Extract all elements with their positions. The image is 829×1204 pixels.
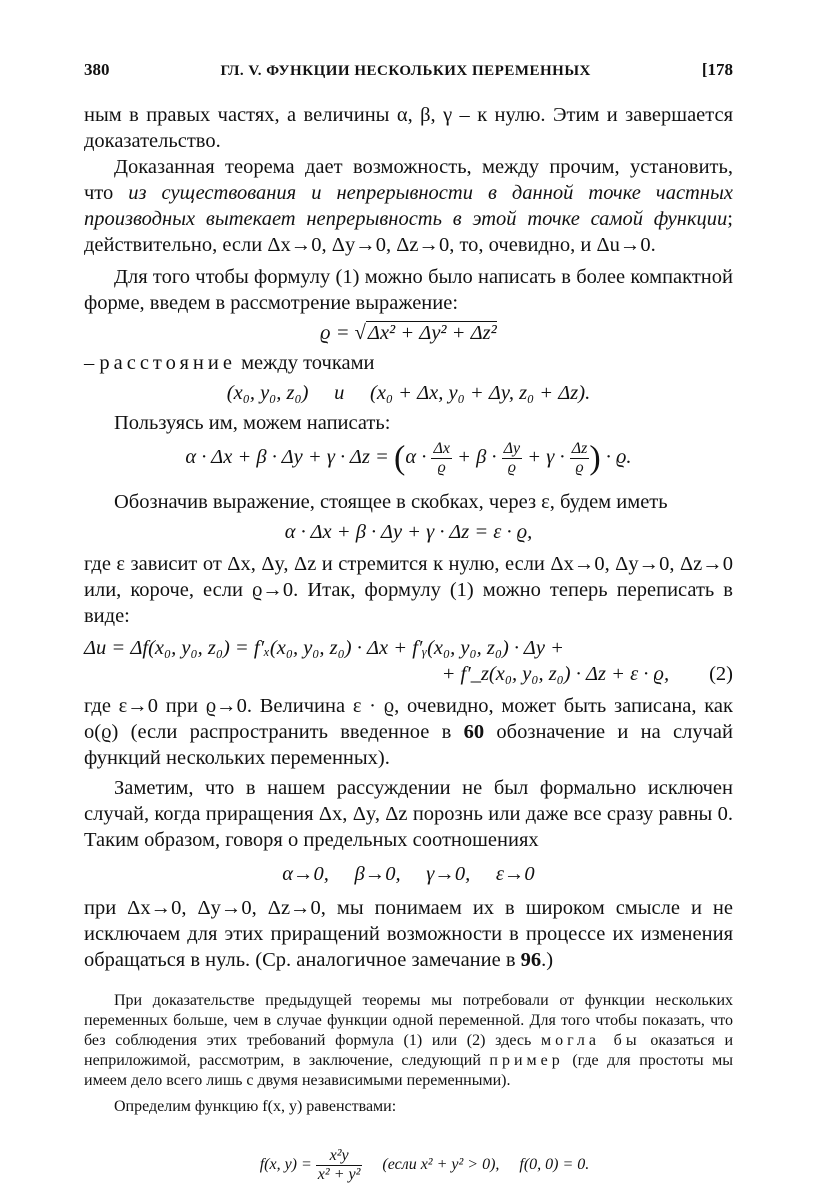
paragraph-7: где ε зависит от Δx, Δy, Δz и стремится к нулю, если Δx→0, Δy→0, Δz→0 или, короче, если ϱ→0. Итак, формулу (1) можно теперь переписать в виде: (84, 553, 733, 627)
formula-rho: ϱ = √Δx² + Δy² + Δz² (320, 322, 497, 344)
formula-rho-lhs: ϱ = (320, 322, 355, 344)
small-paragraph-2: Определим функцию f(x, y) равенствами: (114, 1098, 397, 1115)
paragraph-9: Заметим, что в нашем рассуждении не был формально исключен случай, когда приращения Δx, Δy, Δz порознь или даже все сразу равны 0. Таким образом, говоря о предельных соотношениях (84, 777, 733, 851)
paragraph-3: Для того чтобы формулу (1) можно было написать в более компактной форме, введем в рассмотрение выражение: (84, 266, 733, 314)
paragraph-4-rest: между точками (235, 352, 375, 374)
formula-2 (84, 635, 733, 687)
close-paren: ) (589, 439, 601, 477)
fraction-dx (431, 440, 452, 477)
formula-expand-gamma: + γ · (522, 446, 570, 469)
formula-expand-tail: · ϱ. (600, 446, 632, 469)
formula-expand-alpha: α · (405, 446, 432, 469)
paragraph-8-text-a: где ε→0 при ϱ→0. Величина ε · ϱ, очевидно, может быть записана, как o(ϱ) (если распространить введенное в (84, 695, 733, 743)
spaced-phrase-2: пример (489, 1052, 564, 1069)
formula-def-lhs: f(x, y) = (259, 1156, 316, 1174)
small-paragraph-1-text-a: При доказательстве предыдущей теоремы мы потребовали от функции нескольких переменных больше, чем в случае функции одной переменной. Для того чтобы показать, что без соблюдения этих требований формула (1) или (2) здесь (84, 992, 733, 1049)
formula-expand (84, 440, 733, 477)
formula-2-line-2 (84, 661, 733, 687)
paragraph-2-text-a: Доказанная теорема дает возможность, между прочим, установить, что (84, 156, 733, 204)
fraction-dy-den: ϱ (507, 459, 516, 476)
spaced-word: расстояние (99, 352, 236, 374)
fraction-dz (570, 440, 590, 477)
fraction-def (316, 1147, 363, 1184)
paragraph-5: Пользуясь им, можем написать: (114, 412, 391, 434)
fraction-dz-num: Δz (571, 440, 588, 457)
section-number: [178 (701, 60, 733, 79)
paragraph-10 (84, 895, 733, 973)
small-paragraph-1-text-b: оказаться и неприложимой, рассмотрим, в заключение, следующий (84, 1032, 734, 1069)
open-paren: ( (394, 439, 406, 477)
formula-2-line-1 (84, 635, 733, 661)
paragraph-10-text-b: .) (541, 949, 554, 971)
paragraph-8-text-b: обозначение и на случай функций нескольких переменных). (84, 721, 733, 769)
formula-limits: α→0, β→0, γ→0, ε→0 (282, 863, 535, 885)
equation-number: (2) (709, 663, 733, 685)
formula-rho-radicand: Δx² + Δy² + Δz² (367, 322, 497, 344)
paragraph-6: Обозначив выражение, стоящее в скобках, через ε, будем иметь (114, 491, 668, 513)
formula-def-condition: (если x² + y² > 0), f(0, 0) = 0. (362, 1156, 590, 1174)
small-paragraph-1 (84, 991, 733, 1091)
paragraph-2-italic: из существования и непрерывности в данной точке частных производных вытекает непрерывность в этой точке самой функции (84, 182, 733, 230)
fraction-dy-num: Δy (503, 440, 521, 457)
chapter-title: ГЛ. V. ФУНКЦИИ НЕСКОЛЬКИХ ПЕРЕМЕННЫХ (220, 63, 591, 79)
paragraph-1: ным в правых частях, а величины α, β, γ – к нулю. Этим и завершается доказательство. (84, 104, 733, 152)
fraction-dx-num: Δx (433, 440, 450, 457)
dash: – (84, 352, 100, 374)
small-paragraph-1-text-c: (где для простоты мы имеем дело всего лишь с двумя независимыми переменными). (84, 1052, 733, 1089)
formula-eps: α · Δx + β · Δy + γ · Δz = ε · ϱ, (284, 521, 533, 543)
fraction-dy (502, 440, 523, 477)
formula-2-line-2-text: + f′_z(x₀, y₀, z₀) · Δz + ε · ϱ, (441, 663, 670, 685)
small-print-remark (84, 991, 733, 1204)
formula-2-line-1-text: Δu = Δf(x₀, y₀, z₀) = f′ₓ(x₀, y₀, z₀) · Δx + f′ᵧ(x₀, y₀, z₀) · Δy + (84, 637, 564, 659)
formula-expand-beta: + β · (451, 446, 502, 469)
section-ref-96: 96 (520, 949, 542, 971)
paragraph-8 (84, 693, 733, 771)
page-header (84, 60, 733, 88)
paragraph-2-text-b: ; действительно, если Δx→0, Δy→0, Δz→0, то, очевидно, и Δu→0. (84, 208, 733, 256)
page-number: 380 (84, 60, 110, 79)
paragraph-4 (84, 350, 733, 376)
formula-expand-lhs: α · Δx + β · Δy + γ · Δz = (185, 446, 395, 469)
paragraph-10-text-a: при Δx→0, Δy→0, Δz→0, мы понимаем их в широком смысле и не исключаем для этих приращений возможности в процессе их изменения обращаться в нуль. (Ср. аналогичное замечание в (84, 897, 733, 971)
fraction-def-den: x² + y² (317, 1166, 361, 1183)
fraction-def-num: x²y (316, 1147, 363, 1166)
fraction-dz-den: ϱ (575, 459, 584, 476)
formula-points: (x₀, y₀, z₀) и (x₀ + Δx, y₀ + Δy, z₀ + Δz). (226, 382, 591, 404)
fraction-dx-den: ϱ (437, 459, 446, 476)
formula-definition (84, 1127, 733, 1204)
section-ref-60: 60 (463, 721, 485, 743)
main-text (84, 102, 733, 1204)
spaced-phrase-1: могла бы (540, 1032, 641, 1049)
paragraph-2 (84, 154, 733, 258)
